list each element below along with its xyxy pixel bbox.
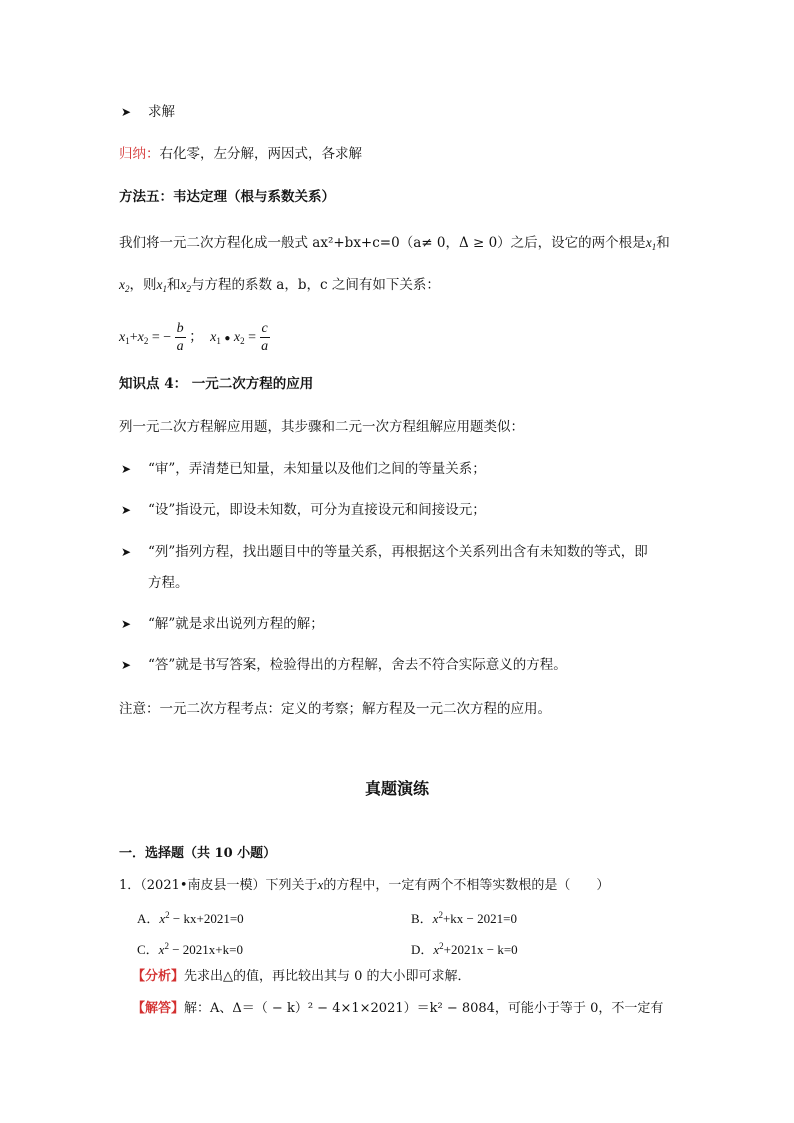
- x2-var: $x_2$: [119, 277, 130, 294]
- step-she: “设”指设元，即设未知数，可分为直接设元和间接设元；: [148, 502, 486, 518]
- kp4-title: 知识点 4： 一元二次方程的应用: [119, 376, 314, 392]
- step-da: “答”就是书写答案，检验得出的方程解，舍去不符合实际意义的方程。: [148, 657, 567, 673]
- solve-step: 求解: [148, 104, 175, 120]
- vieta-text-3: ，则: [129, 277, 157, 293]
- vieta-text-5: 与方程的系数 a，b，c 之间有如下关系：: [191, 277, 440, 293]
- kp4-intro: 列一元二次方程解应用题，其步骤和二元一次方程组解应用题类似：: [119, 419, 524, 435]
- answer-line: [132, 1000, 663, 1018]
- summary-line: [119, 145, 362, 163]
- bullet-icon: ➤: [121, 658, 132, 672]
- analysis-tag: 【分析】: [132, 969, 185, 984]
- bullet-icon: ➤: [121, 545, 132, 559]
- part-one-title: 一．选择题（共 10 小题）: [119, 846, 277, 861]
- vieta-text-4: 和: [167, 277, 181, 293]
- q1-var: x: [317, 877, 324, 892]
- choice-c[interactable]: C．$x^2 - 2021x+k=0$: [137, 941, 243, 957]
- choice-a[interactable]: A．$x^2 - kx+2021=0$: [137, 910, 244, 926]
- x2-var: $x_2$: [180, 277, 191, 294]
- summary-text: 右化零，左分解，两因式，各求解: [159, 146, 362, 162]
- bullet-icon: ➤: [121, 105, 132, 119]
- fraction-b-over-a: $\frac{b}{a}$: [176, 321, 184, 355]
- bullet-icon: ➤: [121, 503, 132, 517]
- fraction-c-over-a: $\frac{c}{a}$: [261, 321, 269, 355]
- q1-suffix: 的方程中，一定有两个不相等实数根的是（ ）: [323, 878, 610, 893]
- method5-title: 方法五：韦达定理（根与系数关系）: [119, 189, 335, 205]
- vieta-text-1: 我们将一元二次方程化成一般式 ax²+bx+c=0（a≠ 0，Δ ≥ 0）之后，设它的两个根是: [119, 235, 646, 251]
- step-lie-cont: 方程。: [148, 575, 189, 591]
- bullet-icon: ➤: [121, 462, 132, 476]
- vieta-paragraph-line2: [119, 276, 440, 298]
- q1-prefix: 1．（2021•南皮县一模）下列关于: [119, 878, 318, 893]
- step-jie: “解”就是求出说列方程的解；: [148, 616, 324, 632]
- bullet-icon: ➤: [121, 617, 132, 631]
- note-line: 注意：一元二次方程考点：定义的考察；解方程及一元二次方程的应用。: [119, 701, 551, 717]
- x1-var: $x_1$: [156, 277, 167, 294]
- summary-label: 归纳：: [119, 146, 160, 162]
- x1-var: $x_1$: [645, 235, 657, 252]
- vieta-formula: $x_1+x_2$ = − $\frac{b}{a}$ ； $x_1$ ● $x_2$ = $\frac{c}{a}$: [119, 321, 269, 355]
- question-1: [119, 876, 609, 895]
- choice-d[interactable]: D．$x^2+2021x - k=0$: [411, 941, 518, 957]
- section-heading: 真题演练: [364, 779, 429, 798]
- answer-text: 解：A、Δ＝（ − k）² − 4×1×2021）＝k² − 8084，可能小于等于 0，不一定有: [184, 1001, 664, 1016]
- vieta-paragraph-line1: [119, 234, 670, 256]
- vieta-text-2: 和: [656, 235, 670, 251]
- analysis-line: [132, 968, 471, 986]
- answer-tag: 【解答】: [132, 1001, 185, 1016]
- step-lie: “列”指列方程，找出题目中的等量关系，再根据这个关系列出含有未知数的等式，即: [148, 544, 648, 560]
- choice-b[interactable]: B．$x^2+kx - 2021=0$: [411, 910, 517, 926]
- analysis-text: 先求出△的值，再比较出其与 0 的大小即可求解．: [184, 969, 471, 984]
- step-shen: “审”，弄清楚已知量，未知量以及他们之间的等量关系；: [148, 461, 486, 477]
